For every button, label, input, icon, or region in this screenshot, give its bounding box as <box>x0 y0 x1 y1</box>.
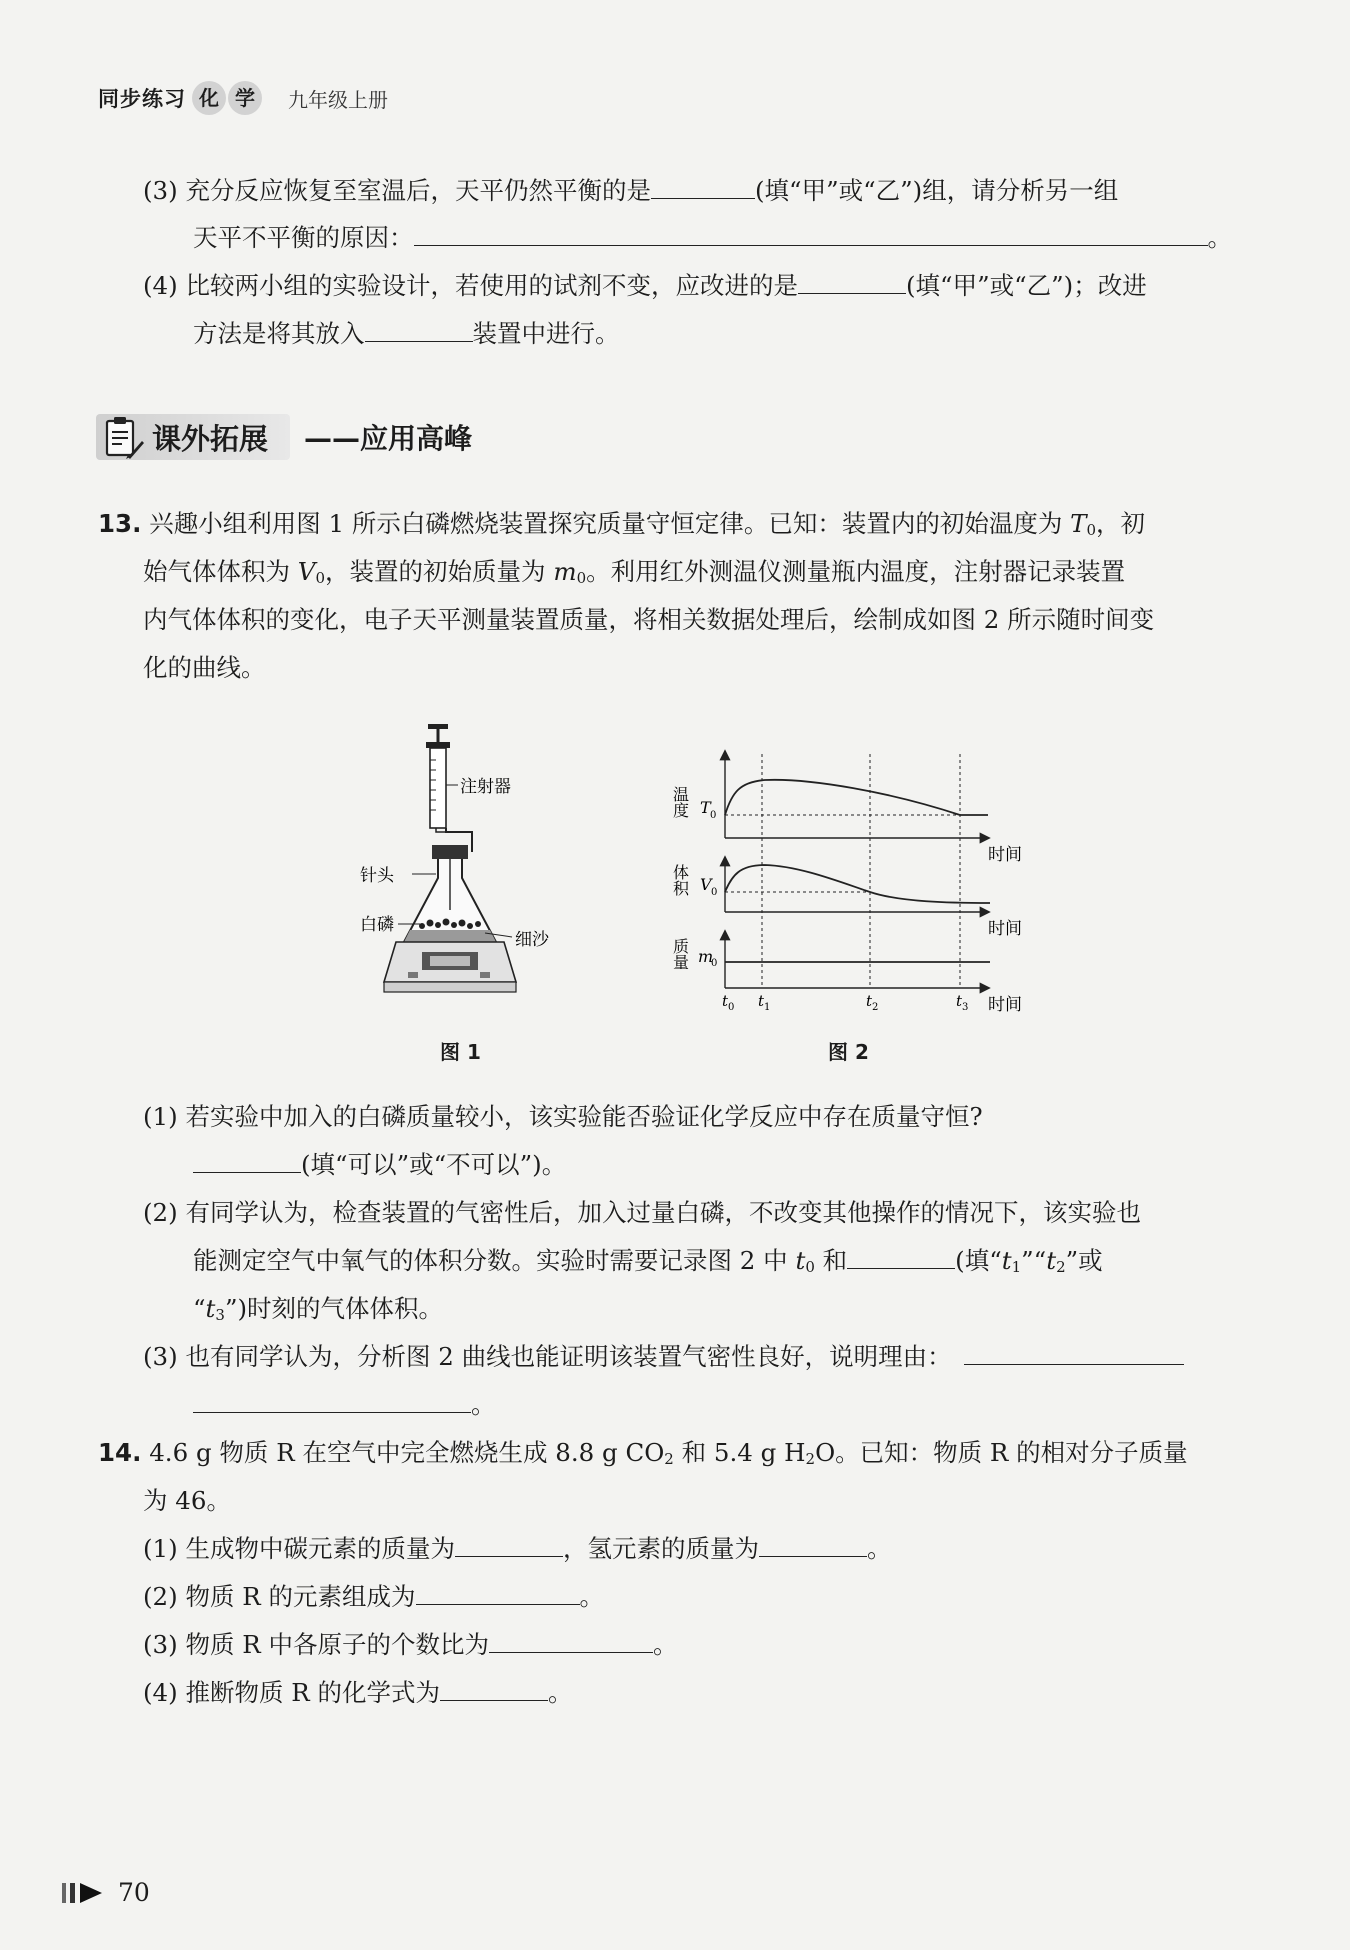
tick-t3: t <box>956 992 963 1010</box>
q12-p3-line1 <box>143 175 1118 207</box>
text: 。 <box>1207 223 1232 252</box>
text: 。利用红外测温仪测量瓶内温度，注射器记录装置 <box>586 557 1126 586</box>
text: 。 <box>471 1390 496 1419</box>
fig1-label-phosphorus: 白磷 <box>360 915 394 935</box>
q14-p4 <box>143 1677 573 1709</box>
text: 。 <box>548 1678 573 1707</box>
figure-2-curves <box>660 740 1040 1030</box>
grade-label: 九年级上册 <box>288 87 388 112</box>
q13-stem-line1 <box>98 508 1145 546</box>
answer-blank[interactable] <box>759 1534 867 1557</box>
subscript: 0 <box>805 1258 815 1276</box>
tick-t3-sub: 3 <box>962 1002 969 1013</box>
tick-t0-sub: 0 <box>728 1002 735 1013</box>
q14-stem-line2: 为 46。 <box>143 1486 231 1515</box>
q13-p2-line1: (2) 有同学认为，检查装置的气密性后，加入过量白磷，不改变其他操作的情况下，该实验也 <box>143 1198 1141 1227</box>
text: (3) 也有同学认为，分析图 2 曲线也能证明该装置气密性良好，说明理由： <box>143 1342 952 1371</box>
tick-t2-sub: 2 <box>872 1002 879 1013</box>
text: 和 <box>814 1246 848 1275</box>
answer-blank[interactable] <box>489 1630 653 1653</box>
q13-p1-line2 <box>193 1149 566 1181</box>
text: (填“甲”或“乙”)；改进 <box>906 271 1147 300</box>
temp-time-label: 时间 <box>988 845 1022 865</box>
text: ，装置的初始质量为 <box>325 557 554 586</box>
mass-axis-label: 质量 <box>670 938 690 970</box>
tick-t1-sub: 1 <box>764 1002 771 1013</box>
tick-t1: t <box>758 992 765 1010</box>
text: 始气体体积为 <box>143 557 298 586</box>
vol-symbol: V <box>700 875 712 894</box>
symbol: t <box>1046 1246 1057 1275</box>
q13-stem-line3: 内气体体积的变化，电子天平测量装置质量，将相关数据处理后，绘制成如图 2 所示随时间变 <box>143 605 1155 634</box>
fig1-label-needle: 针头 <box>360 866 394 886</box>
text: (3) 充分反应恢复至室温后，天平仍然平衡的是 <box>143 176 651 205</box>
mass-time-label: 时间 <box>988 995 1022 1015</box>
vol-time-label: 时间 <box>988 919 1022 939</box>
text: ，氢元素的质量为 <box>563 1534 759 1563</box>
q14-p3 <box>143 1629 678 1661</box>
text: 方法是将其放入 <box>193 319 365 348</box>
q14-p1 <box>143 1533 892 1565</box>
mass-symbol-sub: 0 <box>711 958 718 969</box>
page-footer <box>62 1878 150 1907</box>
answer-blank[interactable] <box>847 1246 955 1269</box>
subscript: 0 <box>1086 521 1097 539</box>
text: (填“可以”或“不可以”)。 <box>301 1150 567 1179</box>
text: ”)时刻的气体体积。 <box>224 1294 444 1323</box>
vol-symbol-sub: 0 <box>711 887 718 898</box>
text: ”“ <box>1021 1246 1047 1275</box>
text: ，初 <box>1096 509 1146 538</box>
text: 兴趣小组利用图 1 所示白磷燃烧装置探究质量守恒定律。已知：装置内的初始温度为 <box>149 509 1071 538</box>
figure-2-caption: 图 2 <box>828 1040 869 1064</box>
temp-curve <box>725 780 988 815</box>
answer-blank[interactable] <box>416 1582 580 1605</box>
text: 。 <box>867 1534 892 1563</box>
section-title: 课外拓展 <box>152 421 269 456</box>
symbol: T <box>1070 509 1087 538</box>
fig1-label-syringe: 注射器 <box>460 777 511 797</box>
text: ”或 <box>1065 1246 1103 1275</box>
symbol: m <box>553 557 577 586</box>
mass-symbol: m <box>698 947 714 966</box>
page-marker-icon <box>62 1880 110 1906</box>
q12-p4-line2 <box>193 318 620 350</box>
q14-stem-line1 <box>98 1437 1188 1475</box>
section-title-box <box>96 414 290 460</box>
fig1-label-sand: 细沙 <box>515 930 549 950</box>
text: (2) 物质 R 的元素组成为 <box>143 1582 416 1611</box>
text: 天平不平衡的原因： <box>193 223 414 252</box>
answer-blank[interactable] <box>964 1342 1184 1365</box>
subject-badge <box>192 81 264 115</box>
temp-axis-label: 温度 <box>670 786 690 818</box>
q13-p1-line1: (1) 若实验中加入的白磷质量较小，该实验能否验证化学反应中存在质量守恒? <box>143 1102 983 1131</box>
text: (4) 比较两小组的实验设计，若使用的试剂不变，应改进的是 <box>143 271 798 300</box>
answer-blank[interactable] <box>651 176 755 199</box>
question-number: 14. <box>98 1438 142 1467</box>
tick-t2: t <box>866 992 873 1010</box>
q13-stem-line4: 化的曲线。 <box>143 653 266 682</box>
text: (4) 推断物质 R 的化学式为 <box>143 1678 441 1707</box>
text: 。 <box>579 1582 605 1611</box>
text: 和 5.4 g H <box>673 1438 806 1467</box>
subscript: 0 <box>576 569 587 587</box>
answer-blank[interactable] <box>455 1534 563 1557</box>
subscript: 2 <box>664 1450 674 1468</box>
subject-char-1: 化 <box>192 81 226 115</box>
q12-p4-line1 <box>143 270 1147 302</box>
subscript: 2 <box>805 1450 816 1468</box>
figure-1-caption: 图 1 <box>440 1040 481 1064</box>
temp-symbol: T <box>700 798 711 817</box>
symbol: t <box>205 1294 216 1323</box>
text: O。已知：物质 R 的相对分子质量 <box>815 1438 1188 1467</box>
subscript: 3 <box>215 1306 225 1324</box>
subscript: 1 <box>1011 1258 1022 1276</box>
text: (填“ <box>955 1246 1002 1275</box>
q13-p2-line3 <box>193 1293 443 1331</box>
text: (3) 物质 R 中各原子的个数比为 <box>143 1630 490 1659</box>
temp-symbol-sub: 0 <box>710 810 717 821</box>
clipboard-pencil-icon <box>104 415 144 459</box>
q13-stem-line2 <box>143 556 1125 594</box>
answer-blank[interactable] <box>440 1678 548 1701</box>
symbol: V <box>297 557 316 586</box>
text: (1) 生成物中碳元素的质量为 <box>143 1534 455 1563</box>
answer-blank[interactable] <box>365 319 473 342</box>
symbol: t <box>1001 1246 1012 1275</box>
subscript: 2 <box>1056 1258 1066 1276</box>
text: 装置中进行。 <box>472 319 620 348</box>
text: 能测定空气中氧气的体积分数。实验时需要记录图 2 中 <box>193 1246 796 1275</box>
page-number: 70 <box>118 1878 150 1907</box>
question-number: 13. <box>98 509 142 538</box>
section-subtitle: ——应用高峰 <box>304 422 473 455</box>
q14-p2 <box>143 1581 604 1613</box>
section-heading <box>96 414 472 460</box>
answer-blank[interactable] <box>414 223 1208 246</box>
q12-p3-line2 <box>193 222 1232 254</box>
q13-p2-line2 <box>193 1245 1103 1283</box>
answer-blank[interactable] <box>193 1150 301 1173</box>
page-header <box>98 78 388 118</box>
text: (填“甲”或“乙”)组，请分析另一组 <box>755 176 1119 205</box>
text: 4.6 g 物质 R 在空气中完全燃烧生成 8.8 g CO <box>149 1438 665 1467</box>
text: 。 <box>653 1630 678 1659</box>
subject-char-2: 学 <box>228 81 262 115</box>
subscript: 0 <box>315 569 326 587</box>
tick-t0: t <box>722 992 729 1010</box>
symbol: t <box>795 1246 806 1275</box>
answer-blank[interactable] <box>798 271 906 294</box>
figure-1-apparatus <box>350 720 580 1020</box>
q13-p3-line2 <box>193 1389 496 1421</box>
text: “ <box>193 1294 206 1323</box>
answer-blank[interactable] <box>193 1390 471 1413</box>
vol-axis-label: 体积 <box>670 864 690 896</box>
q13-p3-line1 <box>143 1341 1184 1373</box>
series-title: 同步练习 <box>98 87 186 111</box>
vol-curve <box>725 865 990 903</box>
